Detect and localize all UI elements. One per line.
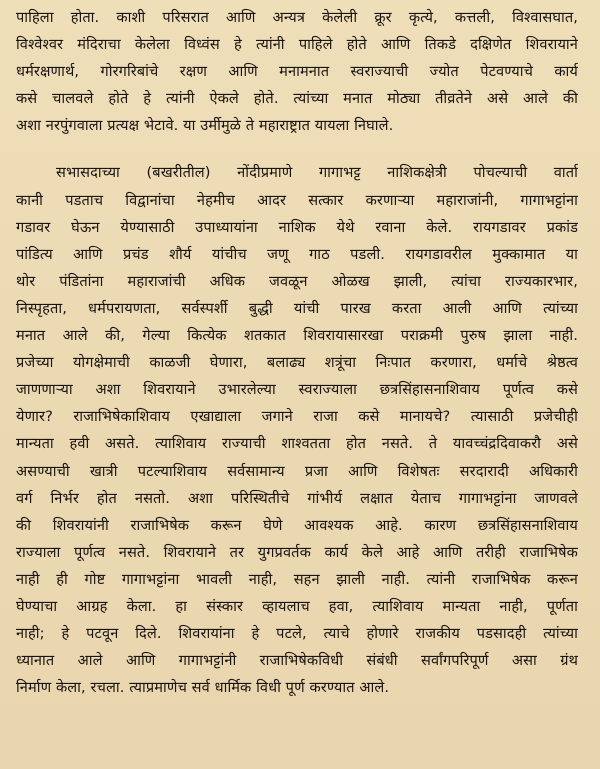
text-line: पांडित्य आणि प्रचंड शौर्य यांचीच जणू गाठ पडली. रायगडावरील मुक्कामात या (16, 245, 578, 263)
text-line: पाहिला होता. काशी परिसरात आणि अन्यत्र केलेली क्रूर कृत्ये, कत्तली, विश्वासघात, (16, 9, 578, 26)
text-line: नाही; हे पटवून दिले. शिवरायांना हे पटले, त्याचे होणारे राजकीय पडसादही त्यांच्या (16, 625, 578, 643)
text-line: येणार? राजाभिषेकाशिवाय एखाद्याला जगाने राजा कसे मानायचे? त्यासाठी प्रजेचीही (16, 408, 578, 426)
text-line: निस्पृहता, धर्मपरायणता, सर्वस्पर्शी बुद्धी यांची पारख करता आली आणि त्यांच्या (16, 299, 578, 317)
text-line: जाणणाऱ्या अशा शिवरायाने उभारलेल्या स्वराज्याला छत्रसिंहासनाशिवाय पूर्णत्व कसे (16, 381, 578, 399)
text-line: राज्याला पूर्णत्व नसते. शिवरायाने तर युगप्रवर्तक कार्य केले आहे आणि तरीही राजाभिषेक (16, 543, 578, 561)
paragraph-1 (16, 4, 578, 139)
text-line: निर्माण केला, रचला. त्याप्रमाणेच सर्व धार्मिक विधी पूर्ण करण्यात आले. (16, 679, 390, 697)
text-line: नाही ही गोष्ट गागाभट्टांना भावली नाही, सहन झाली नाही. त्यांनी राजाभिषेक करून (16, 570, 578, 588)
text-line: विश्वेश्वर मंदिराचा केलेला विध्वंस हे त्यांनी पाहिले होते आणि तिकडे दक्षिणेत शिवरायाने (16, 36, 578, 54)
paragraph-gap (16, 139, 578, 159)
text-line: घेण्याचा आग्रह केला. हा संस्कार व्हायलाच हवा, त्याशिवाय मान्यता नाही, पूर्णता (16, 597, 578, 615)
text-line: धर्मरक्षणार्थ, गोरगरिबांचे रक्षण आणि मनामनात स्वराज्याची ज्योत पेटवण्याचे कार्य (16, 63, 578, 81)
paragraph-2 (16, 159, 578, 701)
text-line: की शिवरायांनी राजाभिषेक करून घेणे आवश्यक आहे. कारण छत्रसिंहासनाशिवाय (16, 516, 578, 534)
text-line: गडावर घेऊन येण्यासाठी उपाध्यायांना नाशिक येथे रवाना केले. रायगडावर प्रकांड (16, 218, 578, 236)
text-line: ध्यानात आले आणि गागाभट्टांनी राजाभिषेकविधी संबंधी सर्वांगपरिपूर्ण असा ग्रंथ (16, 652, 578, 670)
text-line: वर्ग निर्भर होत नसतो. अशा परिस्थितीचे गांभीर्य लक्षात येताच गागाभट्टांना जाणवले (16, 489, 578, 507)
text-line: थोर पंडितांना महाराजांची अधिक जवळून ओळख झाली, त्यांचा राज्यकारभार, (16, 272, 578, 290)
text-line: प्रजेच्या योगक्षेमाची काळजी घेणारा, बलाढ्य शत्रूंचा निःपात करणारा, धर्माचे श्रेष्ठत्व (16, 354, 578, 372)
text-line: कानी पडताच विद्वानांचा नेहमीच आदर सत्कार करणाऱ्या महाराजांनी, गागाभट्टांना (16, 191, 578, 209)
text-line: सभासदाच्या (बखरीतील) नोंदीप्रमाणे गागाभट्ट नाशिकक्षेत्री पोचल्याची वार्ता (56, 164, 578, 182)
text-line: मनात आले की, गेल्या कित्येक शतकात शिवरायासारखा पराक्रमी पुरुष झाला नाही. (16, 327, 578, 345)
text-line: अशा नरपुंगवाला प्रत्यक्ष भेटावे. या उर्मीमुळे ते महाराष्ट्रात यायला निघाले. (16, 117, 394, 135)
text-line: असण्याची खात्री पटल्याशिवाय सर्वसामान्य प्रजा आणि विशेषतः सरदारादी अधिकारी (16, 462, 578, 480)
text-line: कसे चालवले होते हे त्यांनी ऐकले होते. त्यांच्या मनात मोठ्या तीव्रतेने असे आले की (16, 90, 578, 108)
text-line: मान्यता हवी असते. त्याशिवाय राज्याची शाश्वतता होत नसते. ते यावच्चंद्रदिवाकरौ असे (16, 435, 578, 453)
